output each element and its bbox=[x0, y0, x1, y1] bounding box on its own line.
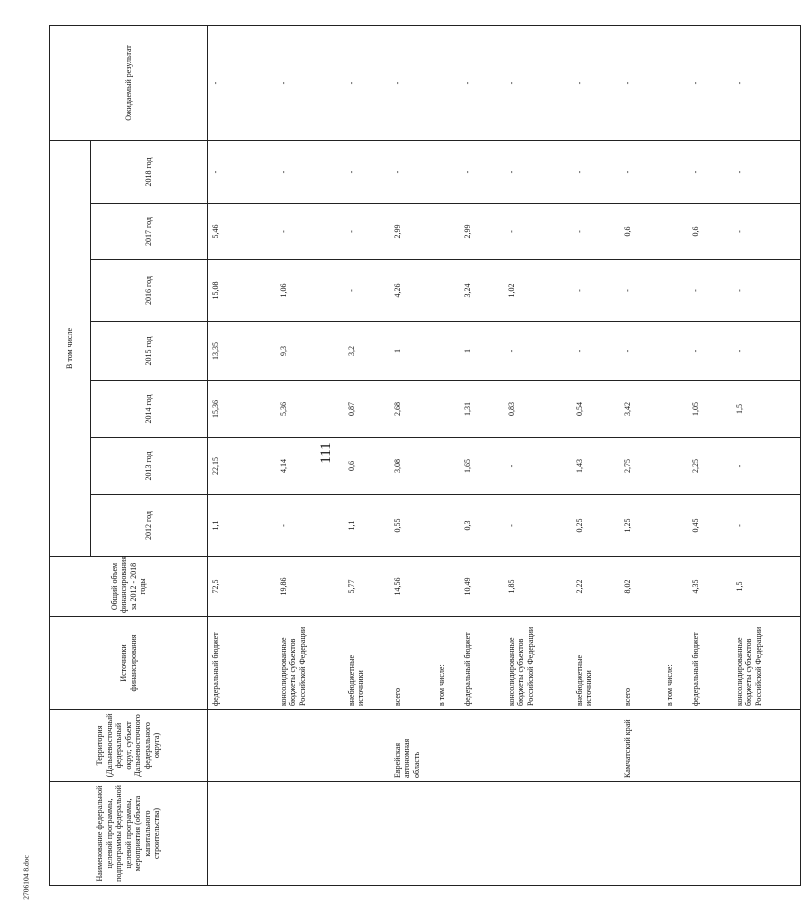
cell-source: консолидированные бюджеты субъектов Российской Федерации bbox=[276, 617, 344, 710]
cell-y2015: - bbox=[688, 322, 732, 381]
cell-y2013: 1,43 bbox=[572, 438, 620, 495]
header-2013: 2013 год bbox=[91, 438, 208, 495]
cell-y2013 bbox=[662, 438, 688, 495]
cell-y2017: - bbox=[572, 204, 620, 260]
cell-result bbox=[662, 25, 688, 140]
cell-source: федеральный бюджет bbox=[208, 617, 277, 710]
cell-y2017: - bbox=[276, 204, 344, 260]
cell-name bbox=[208, 782, 277, 886]
header-territory: Территория (Дальневосточный федеральный округ, субъект Дальневосточного федерального округа) bbox=[50, 710, 208, 782]
cell-y2017: - bbox=[504, 204, 572, 260]
cell-result: - bbox=[620, 25, 662, 140]
cell-territory bbox=[732, 710, 801, 782]
header-total: Общий объем финансирования за 2012 - 2018 годы bbox=[50, 557, 208, 617]
table-row bbox=[208, 25, 277, 885]
cell-y2017: - bbox=[344, 204, 390, 260]
cell-y2014 bbox=[434, 381, 460, 438]
table-row bbox=[276, 25, 344, 885]
cell-name bbox=[662, 782, 688, 886]
cell-y2014: 1,05 bbox=[688, 381, 732, 438]
table-row bbox=[504, 25, 572, 885]
cell-name bbox=[688, 782, 732, 886]
cell-y2014: 1,5 bbox=[732, 381, 801, 438]
cell-territory bbox=[344, 710, 390, 782]
cell-territory bbox=[434, 710, 460, 782]
cell-y2015: 3,2 bbox=[344, 322, 390, 381]
cell-y2017: 2,99 bbox=[460, 204, 504, 260]
cell-y2012: 1,1 bbox=[208, 495, 277, 557]
cell-y2015: - bbox=[732, 322, 801, 381]
cell-y2014: 1,31 bbox=[460, 381, 504, 438]
header-result: Ожидаемый результат bbox=[50, 25, 208, 140]
cell-y2018: - bbox=[572, 140, 620, 203]
cell-y2012: 0,55 bbox=[390, 495, 434, 557]
table-row bbox=[732, 25, 801, 885]
cell-y2018: - bbox=[276, 140, 344, 203]
cell-y2016: 15,08 bbox=[208, 260, 277, 322]
cell-territory bbox=[688, 710, 732, 782]
header-including: В том числе bbox=[50, 140, 91, 556]
cell-y2013: 0,6 bbox=[344, 438, 390, 495]
cell-y2012: 1,25 bbox=[620, 495, 662, 557]
financing-table bbox=[49, 25, 801, 886]
cell-y2018: - bbox=[688, 140, 732, 203]
cell-territory bbox=[460, 710, 504, 782]
cell-y2016: 1,02 bbox=[504, 260, 572, 322]
cell-total: 10,49 bbox=[460, 557, 504, 617]
cell-y2017: 2,99 bbox=[390, 204, 434, 260]
table-row bbox=[662, 25, 688, 885]
cell-y2017: 0,6 bbox=[688, 204, 732, 260]
cell-result: - bbox=[688, 25, 732, 140]
cell-total: 8,02 bbox=[620, 557, 662, 617]
cell-name bbox=[504, 782, 572, 886]
cell-result: - bbox=[572, 25, 620, 140]
cell-y2018 bbox=[662, 140, 688, 203]
cell-y2014: 0,87 bbox=[344, 381, 390, 438]
cell-y2013 bbox=[434, 438, 460, 495]
cell-y2014: 5,36 bbox=[276, 381, 344, 438]
header-2018: 2018 год bbox=[91, 140, 208, 203]
header-2016: 2016 год bbox=[91, 260, 208, 322]
table-row bbox=[688, 25, 732, 885]
cell-y2016: - bbox=[732, 260, 801, 322]
cell-y2017: 5,46 bbox=[208, 204, 277, 260]
cell-y2012: - bbox=[276, 495, 344, 557]
header-2012: 2012 год bbox=[91, 495, 208, 557]
cell-y2016: 4,26 bbox=[390, 260, 434, 322]
cell-y2017 bbox=[434, 204, 460, 260]
cell-y2016: - bbox=[344, 260, 390, 322]
header-2017: 2017 год bbox=[91, 204, 208, 260]
header-2014: 2014 год bbox=[91, 381, 208, 438]
cell-y2018: - bbox=[732, 140, 801, 203]
cell-territory: Камчатский край bbox=[620, 710, 662, 782]
cell-y2013: 2,75 bbox=[620, 438, 662, 495]
cell-y2015: 1 bbox=[390, 322, 434, 381]
cell-result bbox=[434, 25, 460, 140]
cell-y2013: 1,65 bbox=[460, 438, 504, 495]
cell-y2016: - bbox=[620, 260, 662, 322]
cell-name bbox=[276, 782, 344, 886]
cell-total: 5,77 bbox=[344, 557, 390, 617]
cell-territory: Еврейская автономная область bbox=[390, 710, 434, 782]
footer-filename: 2706104 8.doc bbox=[21, 855, 31, 900]
cell-y2015: - bbox=[572, 322, 620, 381]
cell-source: внебюджетные источники bbox=[344, 617, 390, 710]
cell-y2016: 3,24 bbox=[460, 260, 504, 322]
cell-name bbox=[460, 782, 504, 886]
cell-name bbox=[434, 782, 460, 886]
cell-y2018: - bbox=[344, 140, 390, 203]
cell-y2013: 22,15 bbox=[208, 438, 277, 495]
cell-name bbox=[390, 782, 434, 886]
cell-y2015: - bbox=[620, 322, 662, 381]
table-row bbox=[572, 25, 620, 885]
cell-result: - bbox=[344, 25, 390, 140]
cell-territory bbox=[572, 710, 620, 782]
cell-name bbox=[344, 782, 390, 886]
table-row bbox=[344, 25, 390, 885]
cell-y2016: - bbox=[688, 260, 732, 322]
cell-y2016 bbox=[434, 260, 460, 322]
cell-y2014: 3,42 bbox=[620, 381, 662, 438]
cell-territory bbox=[208, 710, 277, 782]
cell-y2015: - bbox=[504, 322, 572, 381]
cell-y2012: 0,3 bbox=[460, 495, 504, 557]
cell-source: федеральный бюджет bbox=[688, 617, 732, 710]
page-number: 111 bbox=[318, 442, 334, 464]
table-row bbox=[390, 25, 434, 885]
cell-total: 1,5 bbox=[732, 557, 801, 617]
cell-y2012 bbox=[662, 495, 688, 557]
cell-total bbox=[662, 557, 688, 617]
cell-y2014: 2,68 bbox=[390, 381, 434, 438]
cell-y2012: 0,25 bbox=[572, 495, 620, 557]
cell-y2013: 2,25 bbox=[688, 438, 732, 495]
cell-total: 14,56 bbox=[390, 557, 434, 617]
cell-result: - bbox=[732, 25, 801, 140]
cell-y2017: - bbox=[732, 204, 801, 260]
cell-y2018: - bbox=[208, 140, 277, 203]
cell-y2015: 1 bbox=[460, 322, 504, 381]
cell-source: консолидированные бюджеты субъектов Российской Федерации bbox=[732, 617, 801, 710]
table-row bbox=[620, 25, 662, 885]
cell-territory bbox=[276, 710, 344, 782]
cell-y2018: - bbox=[460, 140, 504, 203]
cell-y2016 bbox=[662, 260, 688, 322]
cell-source: в том числе: bbox=[662, 617, 688, 710]
cell-total: 4,35 bbox=[688, 557, 732, 617]
cell-source: всего bbox=[620, 617, 662, 710]
table-row bbox=[460, 25, 504, 885]
cell-y2014: 0,83 bbox=[504, 381, 572, 438]
cell-source: всего bbox=[390, 617, 434, 710]
cell-y2018 bbox=[434, 140, 460, 203]
cell-y2016: - bbox=[572, 260, 620, 322]
cell-name bbox=[572, 782, 620, 886]
rotated-table-container bbox=[49, 26, 763, 886]
cell-y2013: 3,08 bbox=[390, 438, 434, 495]
cell-name bbox=[732, 782, 801, 886]
cell-y2017 bbox=[662, 204, 688, 260]
cell-source: федеральный бюджет bbox=[460, 617, 504, 710]
cell-result: - bbox=[276, 25, 344, 140]
header-2015: 2015 год bbox=[91, 322, 208, 381]
cell-name bbox=[620, 782, 662, 886]
cell-result: - bbox=[208, 25, 277, 140]
cell-y2017: 0,6 bbox=[620, 204, 662, 260]
cell-y2014: 0,54 bbox=[572, 381, 620, 438]
cell-result: - bbox=[460, 25, 504, 140]
cell-result: - bbox=[504, 25, 572, 140]
cell-y2012: 0,45 bbox=[688, 495, 732, 557]
cell-source: консолидированные бюджеты субъектов Российской Федерации bbox=[504, 617, 572, 710]
cell-y2015: 13,35 bbox=[208, 322, 277, 381]
cell-total: 72,5 bbox=[208, 557, 277, 617]
table-row bbox=[434, 25, 460, 885]
cell-territory bbox=[662, 710, 688, 782]
cell-y2013: - bbox=[732, 438, 801, 495]
cell-y2015 bbox=[662, 322, 688, 381]
cell-y2014 bbox=[662, 381, 688, 438]
cell-y2013: - bbox=[504, 438, 572, 495]
cell-y2015: 9,3 bbox=[276, 322, 344, 381]
cell-total: 19,86 bbox=[276, 557, 344, 617]
cell-y2012: 1,1 bbox=[344, 495, 390, 557]
cell-source: в том числе: bbox=[434, 617, 460, 710]
cell-total: 2,22 bbox=[572, 557, 620, 617]
cell-source: внебюджетные источники bbox=[572, 617, 620, 710]
cell-territory bbox=[504, 710, 572, 782]
header-name: Наименование федеральной целевой программы, подпрограммы федеральной целевой программы, мероприятия (объекта капитального строительства) bbox=[50, 782, 208, 886]
cell-total: 1,85 bbox=[504, 557, 572, 617]
cell-result: - bbox=[390, 25, 434, 140]
cell-y2018: - bbox=[504, 140, 572, 203]
cell-y2014: 15,36 bbox=[208, 381, 277, 438]
cell-y2012 bbox=[434, 495, 460, 557]
cell-y2018: - bbox=[390, 140, 434, 203]
cell-y2015 bbox=[434, 322, 460, 381]
cell-total bbox=[434, 557, 460, 617]
table-body bbox=[208, 25, 801, 885]
cell-y2012: - bbox=[504, 495, 572, 557]
cell-y2016: 1,06 bbox=[276, 260, 344, 322]
header-sources: Источники финансирования bbox=[50, 617, 208, 710]
cell-y2012: - bbox=[732, 495, 801, 557]
cell-y2013: 4,14 bbox=[276, 438, 344, 495]
cell-y2018: - bbox=[620, 140, 662, 203]
